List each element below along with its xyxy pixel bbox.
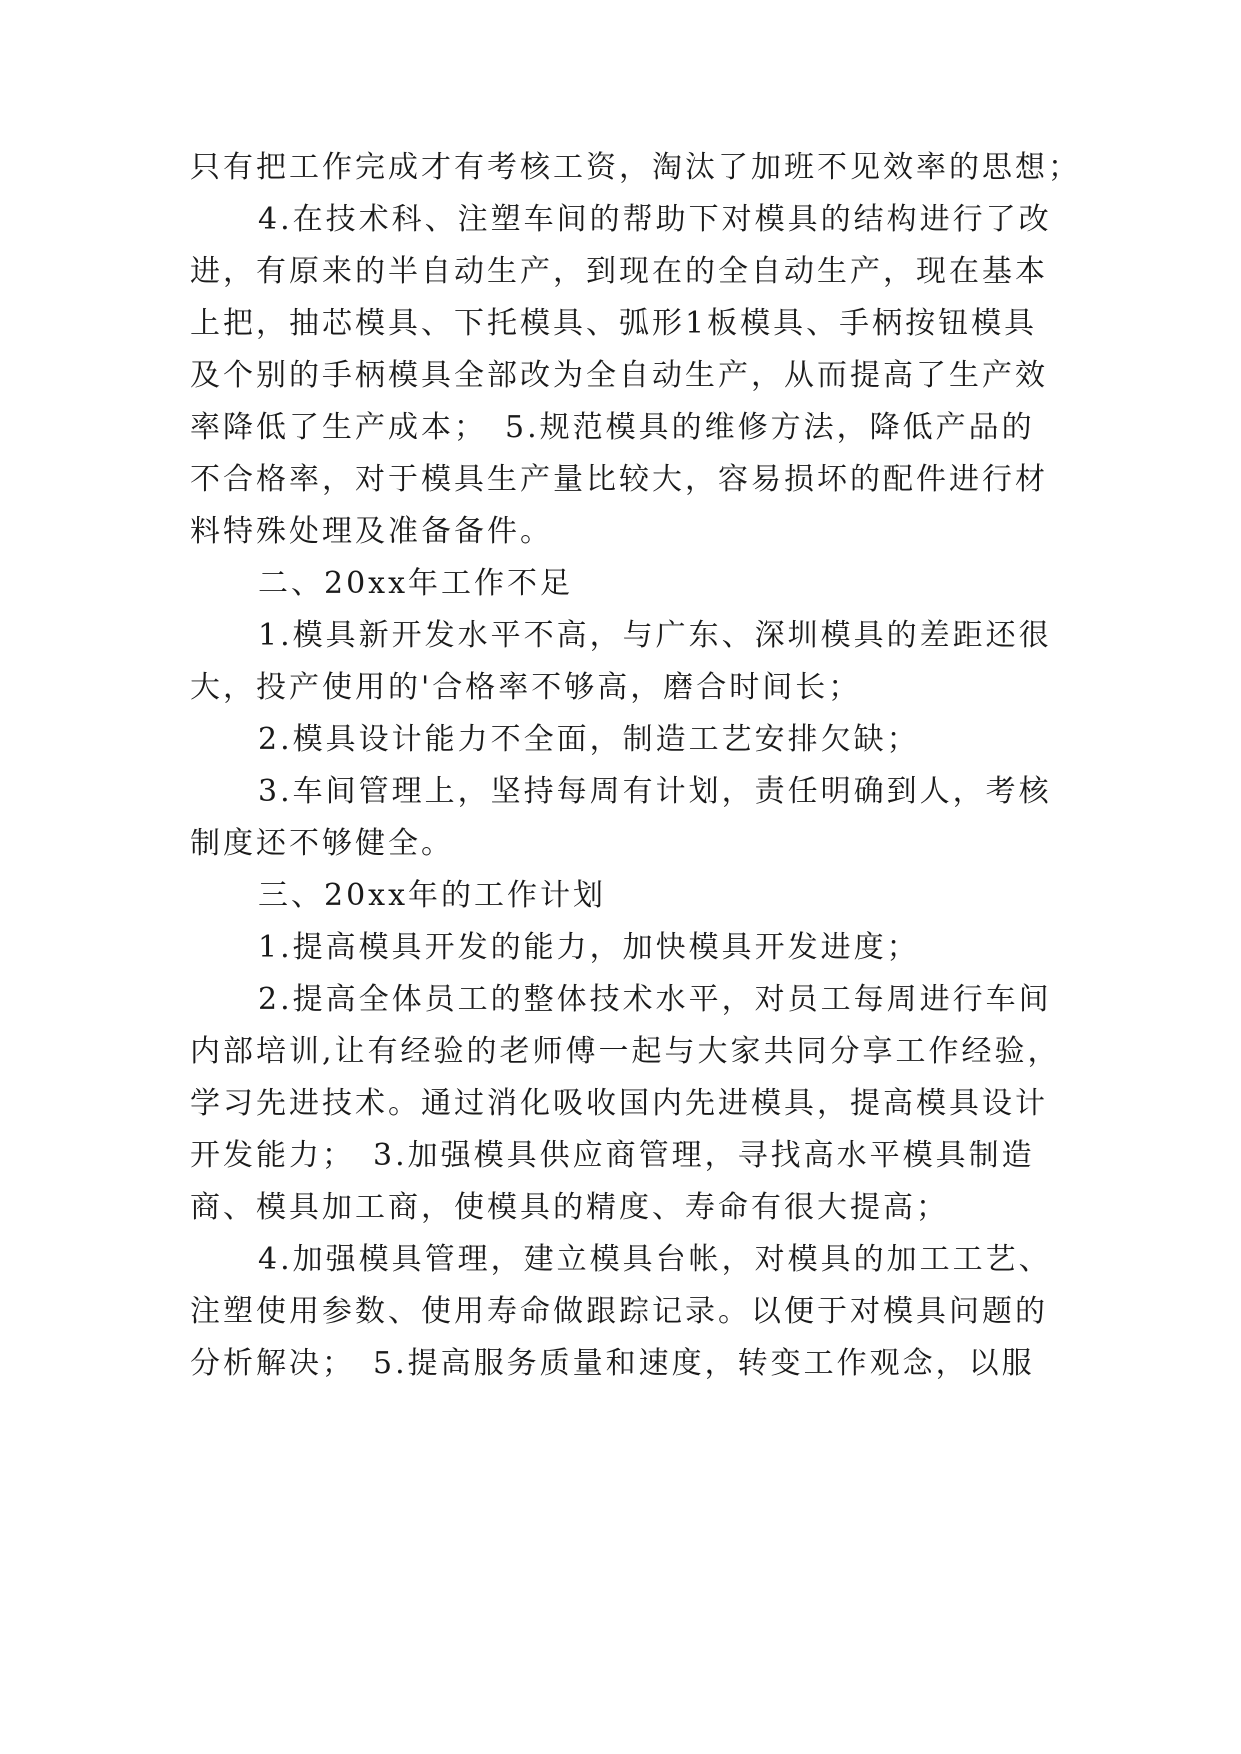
paragraph-line: 不合格率，对于模具生产量比较大，容易损坏的配件进行材 bbox=[190, 462, 1048, 497]
paragraph-line: 4.加强模具管理，建立模具台帐，对模具的加工工艺、 bbox=[258, 1242, 1052, 1277]
paragraph-line: 料特殊处理及准备备件。 bbox=[190, 514, 553, 549]
paragraph-line: 只有把工作完成才有考核工资，淘汰了加班不见效率的思想； bbox=[190, 150, 1081, 185]
paragraph-line: 及个别的手柄模具全部改为全自动生产，从而提高了生产效 bbox=[190, 358, 1048, 393]
paragraph-line: 1.提高模具开发的能力，加快模具开发进度； bbox=[258, 930, 920, 965]
paragraph-line: 内部培训,让有经验的老师傅一起与大家共同分享工作经验， bbox=[190, 1034, 1061, 1069]
paragraph-line: 4.在技术科、注塑车间的帮助下对模具的结构进行了改 bbox=[258, 202, 1052, 237]
paragraph-line: 上把，抽芯模具、下托模具、弧形1板模具、手柄按钮模具 bbox=[190, 306, 1038, 341]
paragraph-line: 学习先进技术。通过消化吸收国内先进模具，提高模具设计 bbox=[190, 1086, 1048, 1121]
paragraph-line: 2.提高全体员工的整体技术水平，对员工每周进行车间 bbox=[258, 982, 1052, 1017]
paragraph-line: 进，有原来的半自动生产，到现在的全自动生产，现在基本 bbox=[190, 254, 1048, 289]
paragraph-line: 2.模具设计能力不全面，制造工艺安排欠缺； bbox=[258, 722, 920, 757]
paragraph-line: 注塑使用参数、使用寿命做跟踪记录。以便于对模具问题的 bbox=[190, 1294, 1048, 1329]
paragraph-line: 大，投产使用的'合格率不够高，磨合时间长； bbox=[190, 670, 862, 705]
paragraph-line: 率降低了生产成本； 5.规范模具的维修方法，降低产品的 bbox=[190, 410, 1035, 445]
section-heading: 二、20xx年工作不足 bbox=[258, 566, 574, 601]
paragraph-line: 制度还不够健全。 bbox=[190, 826, 454, 861]
paragraph-line: 3.车间管理上，坚持每周有计划，责任明确到人，考核 bbox=[258, 774, 1052, 809]
paragraph-line: 开发能力； 3.加强模具供应商管理，寻找高水平模具制造 bbox=[190, 1138, 1035, 1173]
paragraph-line: 分析解决； 5.提高服务质量和速度，转变工作观念，以服 bbox=[190, 1346, 1035, 1381]
paragraph-line: 商、模具加工商，使模具的精度、寿命有很大提高； bbox=[190, 1190, 949, 1225]
paragraph-line: 1.模具新开发水平不高，与广东、深圳模具的差距还很 bbox=[258, 618, 1052, 653]
section-heading: 三、20xx年的工作计划 bbox=[258, 878, 607, 913]
